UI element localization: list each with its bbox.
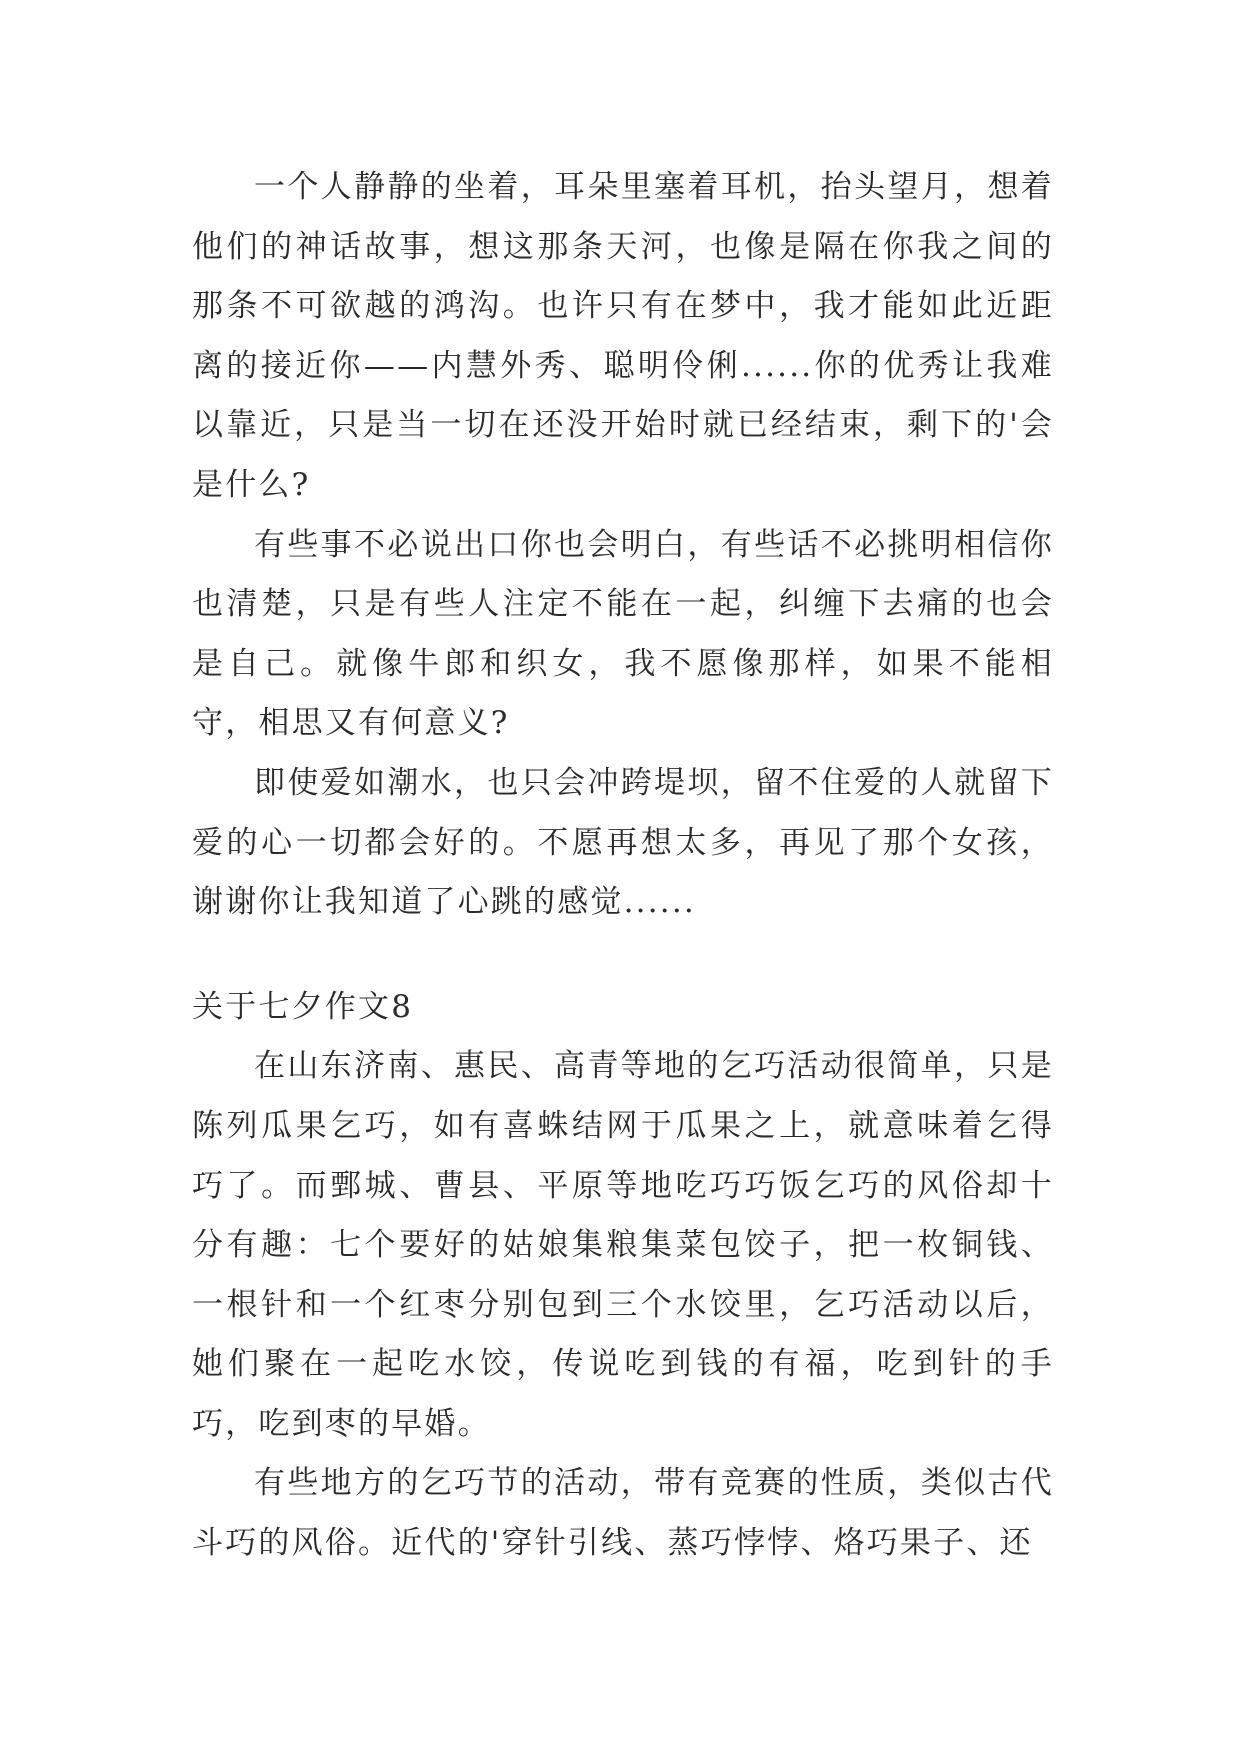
- section-heading: 关于七夕作文8: [192, 988, 414, 1025]
- paragraph-5: 有些地方的乞巧节的活动，带有竞赛的性质，类似古代斗巧的风俗。近代的'穿针引线、蒸巧悖悖、烙巧果子、还: [192, 1465, 1054, 1562]
- document-body: [192, 158, 1054, 1574]
- paragraph-3: 即使爱如潮水，也只会冲跨堤坝，留不住爱的人就留下爱的心一切都会好的。不愿再想太多，再见了那个女孩，谢谢你让我知道了心跳的感觉......: [192, 764, 1054, 921]
- paragraph-4: 在山东济南、惠民、高青等地的乞巧活动很简单，只是陈列瓜果乞巧，如有喜蛛结网于瓜果之上，就意味着乞得巧了。而鄄城、曹县、平原等地吃巧巧饭乞巧的风俗却十分有趣：七个要好的姑娘集粮集菜包饺子，把一枚铜钱、一根针和一个红枣分别包到三个水饺里，乞巧活动以后，她们聚在一起吃水饺，传说吃到钱的有福，吃到针的手巧，吃到枣的早婚。: [192, 1048, 1054, 1442]
- paragraph-1: 一个人静静的坐着，耳朵里塞着耳机，抬头望月，想着他们的神话故事，想这那条天河，也像是隔在你我之间的那条不可欲越的鸿沟。也许只有在梦中，我才能如此近距离的接近你——内慧外秀、聪明伶俐......你的优秀让我难以靠近，只是当一切在还没开始时就已经结束，剩下的'会是什么?: [192, 169, 1054, 503]
- paragraph-2: 有些事不必说出口你也会明白，有些话不必挑明相信你也清楚，只是有些人注定不能在一起，纠缠下去痛的也会是自己。就像牛郎和织女，我不愿像那样，如果不能相守，相思又有何意义?: [192, 526, 1054, 742]
